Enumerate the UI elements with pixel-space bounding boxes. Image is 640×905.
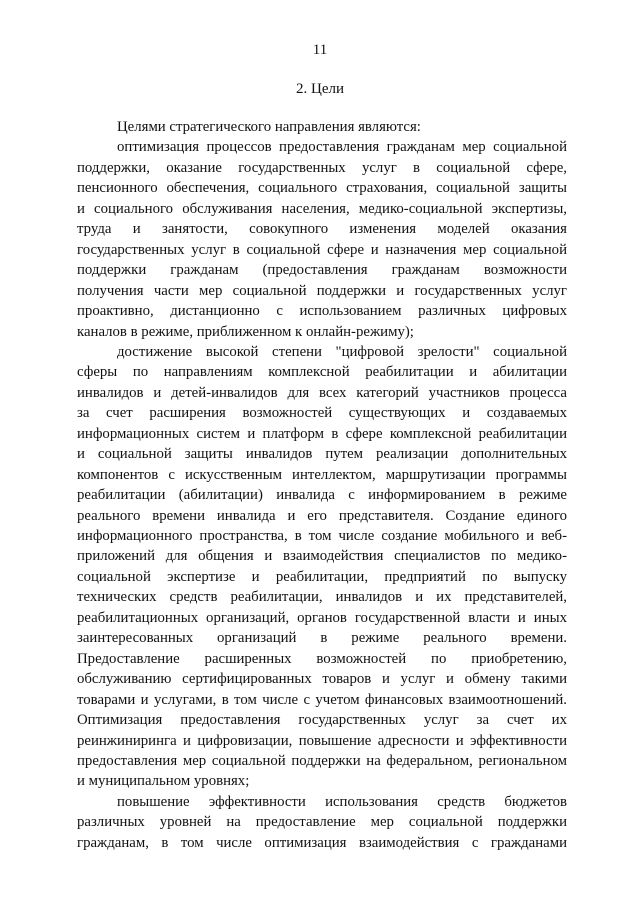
text-line: государственных услуг в социальной сфере и назначения мер социальной: [77, 241, 567, 258]
page-number: 11: [312, 42, 328, 58]
text-line: реинжиниринга и цифровизации, повышение адресности и эффективности: [77, 732, 567, 749]
text-line: приложений для общения и взаимодействия специалистов по медико-: [77, 548, 567, 565]
text-line: пенсионного обеспечения, социального страхования, социальной защиты: [77, 180, 567, 197]
text-line: социальной экспертизе и реабилитации, предприятий по выпуску: [77, 568, 567, 585]
text-line: различных уровней на предоставление мер социальной поддержки: [77, 814, 567, 831]
text-line: реабилитации (абилитации) инвалида с информированием в режиме: [77, 487, 567, 504]
text-line: и социальной защиты инвалидов путем реализации дополнительных: [77, 446, 567, 463]
section-title: 2. Цели: [295, 81, 344, 97]
text-line: каналов в режиме, приближенном к онлайн-режиму);: [77, 323, 414, 340]
text-line: гражданам, в том числе оптимизация взаимодействия с гражданами: [77, 834, 567, 851]
text-line: информационных систем и платформ в сфере комплексной реабилитации: [77, 425, 567, 442]
text-line: реального времени инвалида и его представителя. Создание единого: [77, 507, 567, 524]
text-line: технических средств реабилитации, инвалидов и их представителей,: [77, 589, 567, 606]
text-line: инвалидов и детей-инвалидов для всех категорий участников процесса: [77, 384, 567, 401]
text-line: реабилитационных организаций, органов государственной власти и иных: [77, 609, 567, 626]
text-line: получения части мер социальной поддержки и государственных услуг: [77, 282, 567, 299]
text-line: Предоставление расширенных возможностей по приобретению,: [77, 650, 567, 667]
text-line: оптимизация процессов предоставления гражданам мер социальной: [117, 139, 567, 156]
text-line: Целями стратегического направления являются:: [117, 119, 421, 135]
text-line: предоставления мер социальной поддержки на федеральном, региональном: [77, 752, 567, 769]
text-line: товарами и услугами, в том числе с учетом финансовых взаимоотношений.: [77, 691, 567, 708]
text-line: проактивно, дистанционно с использованием различных цифровых: [77, 303, 567, 320]
text-line: компонентов с искусственным интеллектом, маршрутизации программы: [77, 466, 567, 483]
text-line: за счет расширения возможностей существующих и создаваемых: [77, 405, 567, 422]
text-line: сферы по направлениям комплексной реабилитации и абилитации: [77, 364, 567, 381]
text-line: поддержки, оказание государственных услуг в социальной сфере,: [77, 159, 567, 176]
text-line: поддержки гражданам (предоставления гражданам возможности: [77, 262, 567, 279]
text-line: заинтересованных организаций в режиме реального времени.: [77, 630, 567, 647]
text-line: Оптимизация предоставления государственных услуг за счет их: [77, 712, 567, 729]
text-line: и социального обслуживания населения, медико-социальной экспертизы,: [77, 200, 567, 217]
text-line: труда и занятости, совокупного изменения моделей оказания: [77, 221, 567, 238]
text-line: информационного пространства, в том числе создание мобильного и веб-: [77, 528, 567, 544]
text-line: обслуживанию сертифицированных товаров и услуг и обмену такими: [77, 671, 567, 688]
text-line: повышение эффективности использования средств бюджетов: [117, 793, 567, 810]
text-line: и муниципальном уровнях;: [77, 773, 250, 790]
text-line: достижение высокой степени "цифровой зрелости" социальной: [117, 343, 567, 360]
